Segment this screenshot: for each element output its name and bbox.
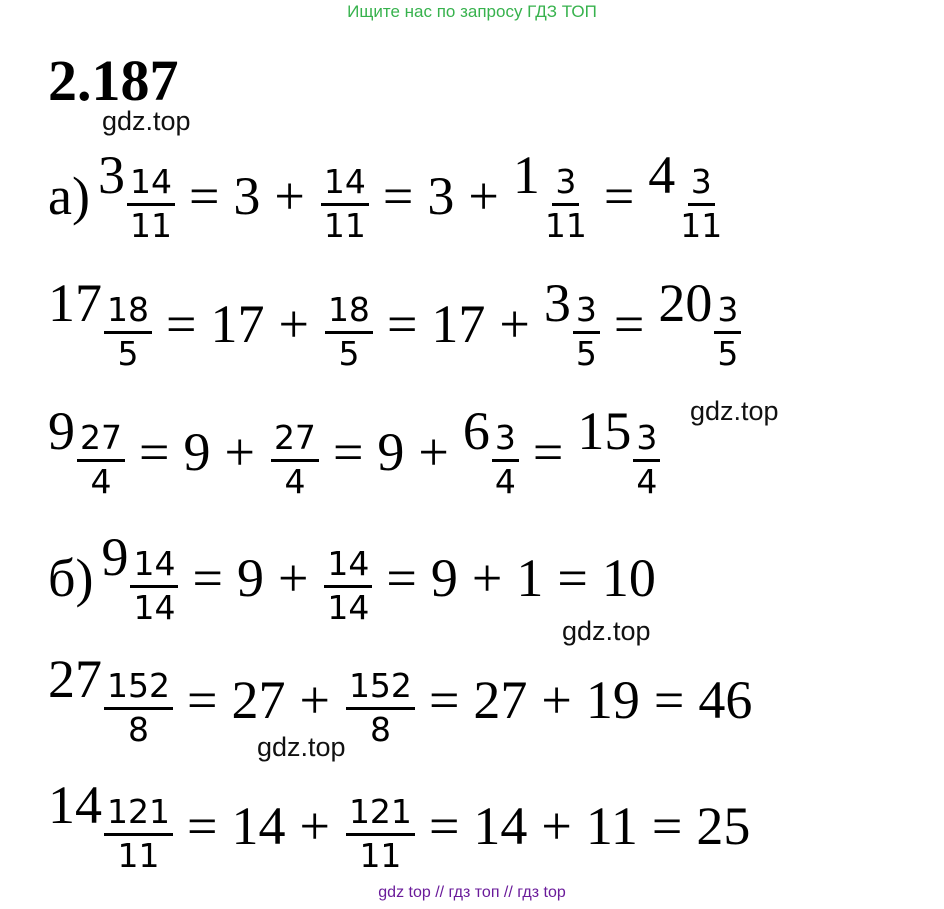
operator: + [278, 293, 309, 354]
whole-part: 25 [696, 795, 751, 856]
denominator: 11 [359, 835, 402, 875]
numerator: 18 [325, 293, 373, 334]
number [601, 547, 656, 608]
whole-part: 14 [48, 775, 102, 835]
equation-line [48, 401, 660, 501]
numerator: 3 [492, 421, 519, 462]
fraction [271, 418, 319, 501]
operator: + [299, 795, 330, 856]
mixed-number [48, 775, 173, 875]
operator: + [468, 165, 499, 226]
whole-part: 3 [97, 145, 125, 205]
numerator: 3 [573, 293, 600, 334]
operator: = [428, 669, 460, 730]
equation-line [48, 775, 751, 875]
operator: = [613, 293, 645, 354]
whole-part: 19 [585, 669, 640, 730]
watermark: gdz.top [102, 106, 191, 136]
denominator: 14 [327, 587, 370, 627]
denominator: 11 [117, 835, 160, 875]
whole-part: 14 [473, 795, 528, 856]
operator: = [557, 547, 588, 608]
denominator: 5 [338, 333, 360, 373]
denominator: 8 [369, 709, 391, 749]
fraction [77, 418, 125, 501]
mixed-number [269, 404, 319, 499]
mixed-number [322, 530, 372, 625]
numerator: 3 [552, 165, 579, 206]
operator: + [299, 669, 330, 730]
mixed-number [543, 273, 600, 373]
number [698, 669, 753, 730]
header-banner: Ищите нас по запросу ГДЗ ТОП [347, 2, 597, 21]
fraction [492, 418, 519, 501]
numerator: 3 [633, 421, 660, 462]
operator: + [499, 293, 530, 354]
number [427, 165, 455, 226]
operator: + [541, 795, 572, 856]
fraction [130, 544, 178, 627]
whole-part: 9 [430, 547, 458, 608]
denominator: 14 [133, 587, 176, 627]
numerator: 152 [104, 669, 173, 710]
operator: + [471, 547, 503, 608]
fraction [677, 162, 725, 245]
operator: = [653, 669, 685, 730]
denominator: 11 [129, 205, 172, 245]
whole-part: 3 [427, 165, 455, 226]
whole-part: 1 [516, 547, 544, 608]
whole-part: 9 [236, 547, 264, 608]
operator: = [192, 547, 223, 608]
watermark: gdz.top [257, 732, 346, 762]
operator: = [532, 421, 564, 482]
numerator: 14 [130, 547, 178, 588]
mixed-number [48, 401, 125, 501]
mixed-number [319, 148, 369, 243]
equation-line [48, 527, 656, 627]
fraction [325, 290, 373, 373]
denominator: 8 [128, 709, 149, 749]
operator: + [274, 165, 305, 226]
operator: = [188, 165, 220, 226]
whole-part: 17 [431, 293, 486, 354]
numerator: 3 [688, 165, 715, 206]
numerator: 14 [127, 165, 175, 206]
numerator: 14 [321, 165, 369, 206]
number [585, 669, 640, 730]
denominator: 5 [575, 333, 597, 373]
watermark: gdz.top [562, 616, 651, 646]
numerator: 152 [346, 669, 415, 710]
number [233, 165, 261, 226]
mixed-number [577, 401, 660, 501]
number [431, 293, 486, 354]
operator: = [428, 795, 460, 856]
numerator: 18 [104, 293, 152, 334]
part-label: а) [48, 165, 90, 226]
mixed-number [462, 401, 519, 501]
number [473, 795, 528, 856]
whole-part: 1 [512, 145, 540, 205]
whole-part: 15 [577, 401, 632, 461]
mixed-number [648, 145, 725, 245]
whole-part: 17 [210, 293, 265, 354]
operator: = [386, 547, 417, 608]
whole-part: 3 [543, 273, 571, 333]
whole-part: 9 [183, 421, 211, 482]
fraction [321, 162, 369, 245]
mixed-number [344, 778, 415, 873]
fraction [542, 162, 590, 245]
fraction [633, 418, 660, 501]
numerator: 14 [324, 547, 372, 588]
whole-part: 27 [48, 649, 102, 709]
fraction [324, 544, 372, 627]
denominator: 4 [494, 461, 516, 501]
whole-part: 9 [48, 401, 75, 461]
fraction [104, 666, 173, 749]
mixed-number [344, 652, 415, 747]
number [473, 669, 528, 730]
operator: = [382, 165, 414, 226]
whole-part: 20 [658, 273, 713, 333]
numerator: 3 [714, 293, 741, 334]
denominator: 11 [680, 205, 723, 245]
operator: + [224, 421, 255, 482]
denominator: 4 [636, 461, 658, 501]
denominator: 5 [117, 333, 139, 373]
whole-part: 46 [698, 669, 753, 730]
denominator: 4 [284, 461, 306, 501]
number [210, 293, 265, 354]
operator: + [277, 547, 309, 608]
numerator: 27 [271, 421, 319, 462]
numerator: 121 [346, 795, 415, 836]
number [236, 547, 264, 608]
whole-part: 6 [462, 401, 490, 461]
equation-line [48, 273, 741, 373]
footer-watermark: gdz top // гдз топ // гдз top [378, 884, 566, 901]
operator: + [418, 421, 449, 482]
number [585, 795, 638, 856]
whole-part: 10 [601, 547, 656, 608]
operator: + [541, 669, 572, 730]
denominator: 11 [544, 205, 587, 245]
operator: = [166, 293, 197, 354]
whole-part: 14 [231, 795, 286, 856]
equation-line [48, 649, 753, 749]
fraction [573, 290, 600, 373]
whole-part: 3 [233, 165, 261, 226]
mixed-number [512, 145, 590, 245]
whole-part: 9 [377, 421, 405, 482]
part-label: б) [48, 547, 94, 608]
number [231, 669, 286, 730]
whole-part: 4 [648, 145, 676, 205]
mixed-number [323, 276, 373, 371]
whole-part: 11 [585, 795, 638, 856]
operator: = [332, 421, 364, 482]
numerator: 27 [77, 421, 125, 462]
fraction [714, 290, 741, 373]
number [516, 547, 544, 608]
watermark: gdz.top [690, 396, 779, 426]
fraction [346, 792, 415, 875]
number [231, 795, 286, 856]
fraction [346, 666, 415, 749]
denominator: 4 [90, 461, 112, 501]
equation-line [48, 145, 725, 245]
mixed-number [101, 527, 178, 627]
denominator: 11 [323, 205, 366, 245]
operator: = [386, 293, 418, 354]
whole-part: 27 [231, 669, 286, 730]
whole-part: 27 [473, 669, 528, 730]
mixed-number [658, 273, 741, 373]
number [183, 421, 211, 482]
number [377, 421, 405, 482]
operator: = [187, 669, 218, 730]
number [696, 795, 751, 856]
operator: = [139, 421, 170, 482]
operator: = [603, 165, 635, 226]
fraction [104, 290, 152, 373]
mixed-number [97, 145, 175, 245]
denominator: 5 [717, 333, 739, 373]
mixed-number [48, 273, 152, 373]
number [430, 547, 458, 608]
fraction [104, 792, 173, 875]
mixed-number [48, 649, 173, 749]
numerator: 121 [104, 795, 173, 836]
problem-number: 2.187 [48, 48, 179, 113]
whole-part: 17 [48, 273, 102, 333]
operator: = [187, 795, 218, 856]
operator: = [651, 795, 683, 856]
whole-part: 9 [101, 527, 129, 587]
fraction [127, 162, 175, 245]
